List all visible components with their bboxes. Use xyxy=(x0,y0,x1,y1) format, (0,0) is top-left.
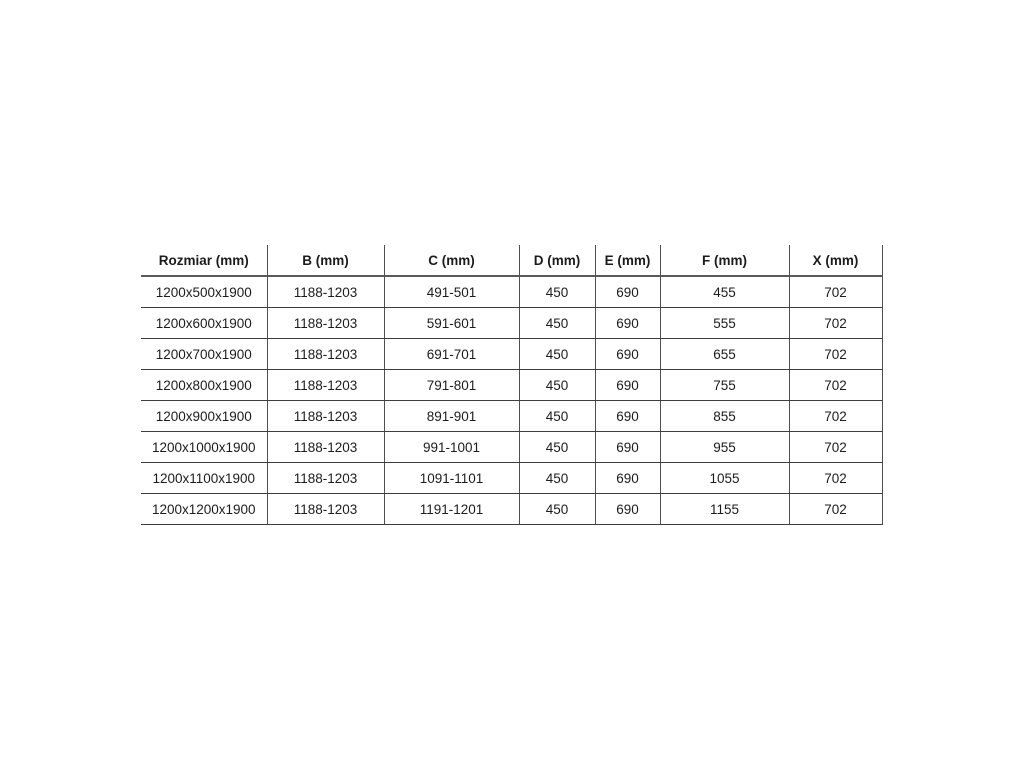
cell-c: 591-601 xyxy=(384,308,519,339)
col-header-e: E (mm) xyxy=(595,245,660,276)
cell-f: 955 xyxy=(660,432,789,463)
cell-b: 1188-1203 xyxy=(267,276,384,308)
cell-f: 655 xyxy=(660,339,789,370)
cell-f: 455 xyxy=(660,276,789,308)
cell-d: 450 xyxy=(519,276,595,308)
cell-e: 690 xyxy=(595,494,660,525)
cell-x: 702 xyxy=(789,370,882,401)
col-header-f: F (mm) xyxy=(660,245,789,276)
table-row xyxy=(141,339,882,370)
cell-b: 1188-1203 xyxy=(267,463,384,494)
cell-x: 702 xyxy=(789,494,882,525)
cell-e: 690 xyxy=(595,370,660,401)
col-header-rozmiar: Rozmiar (mm) xyxy=(141,245,267,276)
cell-x: 702 xyxy=(789,401,882,432)
table-row xyxy=(141,245,882,276)
cell-e: 690 xyxy=(595,432,660,463)
cell-x: 702 xyxy=(789,432,882,463)
cell-d: 450 xyxy=(519,370,595,401)
cell-c: 1091-1101 xyxy=(384,463,519,494)
col-header-b: B (mm) xyxy=(267,245,384,276)
cell-e: 690 xyxy=(595,401,660,432)
cell-c: 1191-1201 xyxy=(384,494,519,525)
cell-f: 755 xyxy=(660,370,789,401)
cell-c: 791-801 xyxy=(384,370,519,401)
cell-x: 702 xyxy=(789,339,882,370)
cell-b: 1188-1203 xyxy=(267,370,384,401)
cell-f: 555 xyxy=(660,308,789,339)
cell-d: 450 xyxy=(519,308,595,339)
cell-b: 1188-1203 xyxy=(267,494,384,525)
cell-x: 702 xyxy=(789,276,882,308)
table-row xyxy=(141,401,882,432)
table-row xyxy=(141,432,882,463)
table-row xyxy=(141,370,882,401)
cell-d: 450 xyxy=(519,463,595,494)
cell-rozmiar: 1200x900x1900 xyxy=(141,401,267,432)
cell-b: 1188-1203 xyxy=(267,432,384,463)
cell-c: 991-1001 xyxy=(384,432,519,463)
table-row xyxy=(141,308,882,339)
cell-e: 690 xyxy=(595,463,660,494)
cell-f: 1055 xyxy=(660,463,789,494)
cell-c: 491-501 xyxy=(384,276,519,308)
cell-c: 691-701 xyxy=(384,339,519,370)
cell-rozmiar: 1200x800x1900 xyxy=(141,370,267,401)
col-header-x: X (mm) xyxy=(789,245,882,276)
dimensions-table xyxy=(141,245,883,525)
cell-d: 450 xyxy=(519,339,595,370)
cell-e: 690 xyxy=(595,308,660,339)
cell-rozmiar: 1200x700x1900 xyxy=(141,339,267,370)
cell-b: 1188-1203 xyxy=(267,308,384,339)
cell-x: 702 xyxy=(789,308,882,339)
cell-f: 1155 xyxy=(660,494,789,525)
cell-e: 690 xyxy=(595,339,660,370)
cell-d: 450 xyxy=(519,432,595,463)
cell-rozmiar: 1200x600x1900 xyxy=(141,308,267,339)
table-row xyxy=(141,276,882,308)
cell-rozmiar: 1200x1200x1900 xyxy=(141,494,267,525)
cell-x: 702 xyxy=(789,463,882,494)
cell-c: 891-901 xyxy=(384,401,519,432)
cell-rozmiar: 1200x500x1900 xyxy=(141,276,267,308)
cell-rozmiar: 1200x1000x1900 xyxy=(141,432,267,463)
cell-e: 690 xyxy=(595,276,660,308)
cell-d: 450 xyxy=(519,401,595,432)
cell-b: 1188-1203 xyxy=(267,401,384,432)
col-header-d: D (mm) xyxy=(519,245,595,276)
cell-rozmiar: 1200x1100x1900 xyxy=(141,463,267,494)
cell-f: 855 xyxy=(660,401,789,432)
cell-b: 1188-1203 xyxy=(267,339,384,370)
dimensions-table-container xyxy=(141,245,883,525)
col-header-c: C (mm) xyxy=(384,245,519,276)
cell-d: 450 xyxy=(519,494,595,525)
table-body xyxy=(141,276,882,525)
table-row xyxy=(141,463,882,494)
table-header-row xyxy=(141,245,882,276)
table-row xyxy=(141,494,882,525)
